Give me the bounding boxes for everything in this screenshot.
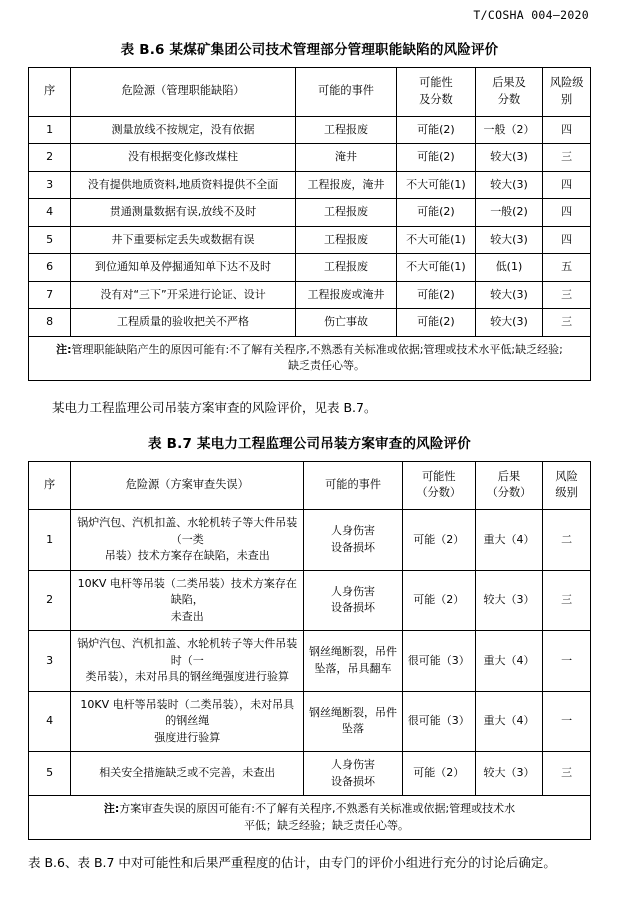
cell-no: 4 bbox=[29, 199, 71, 227]
cell-hazard: 井下重要标定丢失或数据有误 bbox=[71, 226, 296, 254]
cell-likelihood: 可能(2) bbox=[397, 199, 476, 227]
cell-level: 五 bbox=[543, 254, 591, 282]
cell-event: 人身伤害 设备损坏 bbox=[304, 510, 402, 571]
cell-no: 2 bbox=[29, 144, 71, 172]
table-row bbox=[29, 281, 591, 309]
cell-level: 四 bbox=[543, 199, 591, 227]
table-row bbox=[29, 171, 591, 199]
cell-event: 淹井 bbox=[295, 144, 396, 172]
note-line-1: 管理职能缺陷产生的原因可能有:不了解有关程序,不熟悉有关标准或依据;管理或技术水平低;缺乏经验; bbox=[71, 342, 563, 356]
table-row bbox=[29, 631, 591, 692]
mid-paragraph: 某电力工程监理公司吊装方案审查的风险评价，见表 B.7。 bbox=[52, 399, 377, 415]
table-b6-header-no: 序 bbox=[29, 68, 71, 117]
cell-level: 一 bbox=[543, 691, 591, 752]
note-line-1: 方案审查失误的原因可能有:不了解有关程序,不熟悉有关标准或依据;管理或技术水 bbox=[119, 802, 516, 816]
cell-consequence: 一般（2） bbox=[475, 116, 542, 144]
cell-likelihood: 可能(2) bbox=[397, 116, 476, 144]
cell-event: 人身伤害 设备损坏 bbox=[304, 752, 402, 796]
table-b6-header-consequence: 后果及 分数 bbox=[475, 68, 542, 117]
cell-event: 钢丝绳断裂，吊件 坠落 bbox=[304, 691, 402, 752]
note-line-2: 缺乏责任心等。 bbox=[288, 359, 365, 373]
cell-event: 工程报废 bbox=[295, 199, 396, 227]
cell-likelihood: 不大可能(1) bbox=[397, 254, 476, 282]
cell-no: 5 bbox=[29, 226, 71, 254]
cell-level: 三 bbox=[543, 309, 591, 337]
cell-consequence: 重大（4） bbox=[475, 510, 542, 571]
table-b7-note bbox=[29, 796, 591, 840]
table-b7-note-row bbox=[29, 796, 591, 840]
cell-hazard: 没有对“三下”开采进行论证、设计 bbox=[71, 281, 296, 309]
cell-hazard: 测量放线不按规定，没有依据 bbox=[71, 116, 296, 144]
cell-likelihood: 可能(2) bbox=[397, 281, 476, 309]
table-b6-header-hazard: 危险源（管理职能缺陷） bbox=[71, 68, 296, 117]
table-b7-header-no: 序 bbox=[29, 461, 71, 510]
note-line-2: 平低；缺乏经验；缺乏责任心等。 bbox=[244, 818, 409, 832]
cell-level: 一 bbox=[543, 631, 591, 692]
cell-consequence: 较大(3) bbox=[475, 309, 542, 337]
cell-no: 1 bbox=[29, 116, 71, 144]
cell-consequence: 较大(3) bbox=[475, 171, 542, 199]
note-label: 注: bbox=[103, 802, 120, 816]
cell-likelihood: 可能（2） bbox=[402, 570, 475, 631]
table-row bbox=[29, 570, 591, 631]
cell-event: 工程报废或淹井 bbox=[295, 281, 396, 309]
cell-no: 7 bbox=[29, 281, 71, 309]
table-row bbox=[29, 144, 591, 172]
cell-event: 人身伤害 设备损坏 bbox=[304, 570, 402, 631]
footer-paragraph: 表 B.6、表 B.7 中对可能性和后果严重程度的估计，由专门的评价小组进行充分的讨论后确定。 bbox=[28, 855, 556, 871]
cell-consequence: 较大(3) bbox=[475, 144, 542, 172]
cell-level: 四 bbox=[543, 226, 591, 254]
cell-consequence: 较大(3) bbox=[475, 281, 542, 309]
cell-event: 钢丝绳断裂，吊件 坠落，吊具翻车 bbox=[304, 631, 402, 692]
table-b7-header-consequence: 后果 （分数） bbox=[475, 461, 542, 510]
table-b7 bbox=[28, 461, 591, 841]
cell-no: 2 bbox=[29, 570, 71, 631]
table-b6-header-likelihood: 可能性 及分数 bbox=[397, 68, 476, 117]
cell-level: 三 bbox=[543, 752, 591, 796]
cell-hazard: 工程质量的验收把关不严格 bbox=[71, 309, 296, 337]
cell-hazard: 贯通测量数据有误,放线不及时 bbox=[71, 199, 296, 227]
table-row bbox=[29, 199, 591, 227]
cell-likelihood: 可能（2） bbox=[402, 752, 475, 796]
table-b6-caption: 表 B.6 某煤矿集团公司技术管理部分管理职能缺陷的风险评价 bbox=[120, 42, 499, 58]
page-header-standard-code: T/COSHA 004—2020 bbox=[473, 8, 589, 22]
cell-likelihood: 可能(2) bbox=[397, 144, 476, 172]
cell-level: 四 bbox=[543, 116, 591, 144]
cell-event: 工程报废 bbox=[295, 116, 396, 144]
table-b6-header-level: 风险级 别 bbox=[543, 68, 591, 117]
table-b6-note bbox=[29, 336, 591, 380]
table-b6-header-event: 可能的事件 bbox=[295, 68, 396, 117]
cell-no: 3 bbox=[29, 171, 71, 199]
cell-event: 工程报废 bbox=[295, 254, 396, 282]
cell-level: 四 bbox=[543, 171, 591, 199]
table-b7-header-event: 可能的事件 bbox=[304, 461, 402, 510]
cell-event: 工程报废，淹井 bbox=[295, 171, 396, 199]
cell-level: 三 bbox=[543, 144, 591, 172]
table-row bbox=[29, 309, 591, 337]
cell-likelihood: 不大可能(1) bbox=[397, 171, 476, 199]
table-b7-header-hazard: 危险源（方案审查失误） bbox=[71, 461, 304, 510]
table-row bbox=[29, 254, 591, 282]
table-row bbox=[29, 691, 591, 752]
cell-level: 三 bbox=[543, 570, 591, 631]
cell-no: 4 bbox=[29, 691, 71, 752]
table-b7-caption: 表 B.7 某电力工程监理公司吊装方案审查的风险评价 bbox=[148, 435, 471, 452]
cell-hazard: 锅炉汽包、汽机扣盖、水轮机转子等大件吊装（一类 吊装）技术方案存在缺陷，未查出 bbox=[71, 510, 304, 571]
table-row bbox=[29, 510, 591, 571]
cell-no: 3 bbox=[29, 631, 71, 692]
cell-consequence: 低(1) bbox=[475, 254, 542, 282]
table-b7-header-level: 风险 级别 bbox=[543, 461, 591, 510]
cell-consequence: 一般(2) bbox=[475, 199, 542, 227]
cell-level: 二 bbox=[543, 510, 591, 571]
cell-no: 6 bbox=[29, 254, 71, 282]
cell-event: 伤亡事故 bbox=[295, 309, 396, 337]
cell-likelihood: 可能（2） bbox=[402, 510, 475, 571]
cell-hazard: 相关安全措施缺乏或不完善，未查出 bbox=[71, 752, 304, 796]
cell-consequence: 较大(3) bbox=[475, 226, 542, 254]
cell-no: 8 bbox=[29, 309, 71, 337]
table-b6-header-row bbox=[29, 68, 591, 117]
cell-no: 1 bbox=[29, 510, 71, 571]
cell-hazard: 锅炉汽包、汽机扣盖、水轮机转子等大件吊装时（一 类吊装），未对吊具的钢丝绳强度进行验算 bbox=[71, 631, 304, 692]
table-row bbox=[29, 752, 591, 796]
cell-event: 工程报废 bbox=[295, 226, 396, 254]
cell-consequence: 重大（4） bbox=[475, 691, 542, 752]
cell-hazard: 没有提供地质资料,地质资料提供不全面 bbox=[71, 171, 296, 199]
cell-likelihood: 很可能（3） bbox=[402, 691, 475, 752]
table-b7-header-likelihood: 可能性 （分数） bbox=[402, 461, 475, 510]
cell-consequence: 重大（4） bbox=[475, 631, 542, 692]
table-row bbox=[29, 226, 591, 254]
cell-consequence: 较大（3） bbox=[475, 752, 542, 796]
cell-hazard: 到位通知单及停掘通知单下达不及时 bbox=[71, 254, 296, 282]
table-row bbox=[29, 116, 591, 144]
cell-no: 5 bbox=[29, 752, 71, 796]
cell-hazard: 10KV 电杆等吊装时（二类吊装），未对吊具的钢丝绳 强度进行验算 bbox=[71, 691, 304, 752]
cell-level: 三 bbox=[543, 281, 591, 309]
table-b6 bbox=[28, 67, 591, 381]
note-label: 注: bbox=[56, 342, 72, 356]
table-b6-note-row bbox=[29, 336, 591, 380]
cell-likelihood: 不大可能(1) bbox=[397, 226, 476, 254]
cell-likelihood: 很可能（3） bbox=[402, 631, 475, 692]
cell-hazard: 10KV 电杆等吊装（二类吊装）技术方案存在缺陷， 未查出 bbox=[71, 570, 304, 631]
table-b7-header-row bbox=[29, 461, 591, 510]
cell-hazard: 没有根据变化修改煤柱 bbox=[71, 144, 296, 172]
cell-consequence: 较大（3） bbox=[475, 570, 542, 631]
cell-likelihood: 可能(2) bbox=[397, 309, 476, 337]
